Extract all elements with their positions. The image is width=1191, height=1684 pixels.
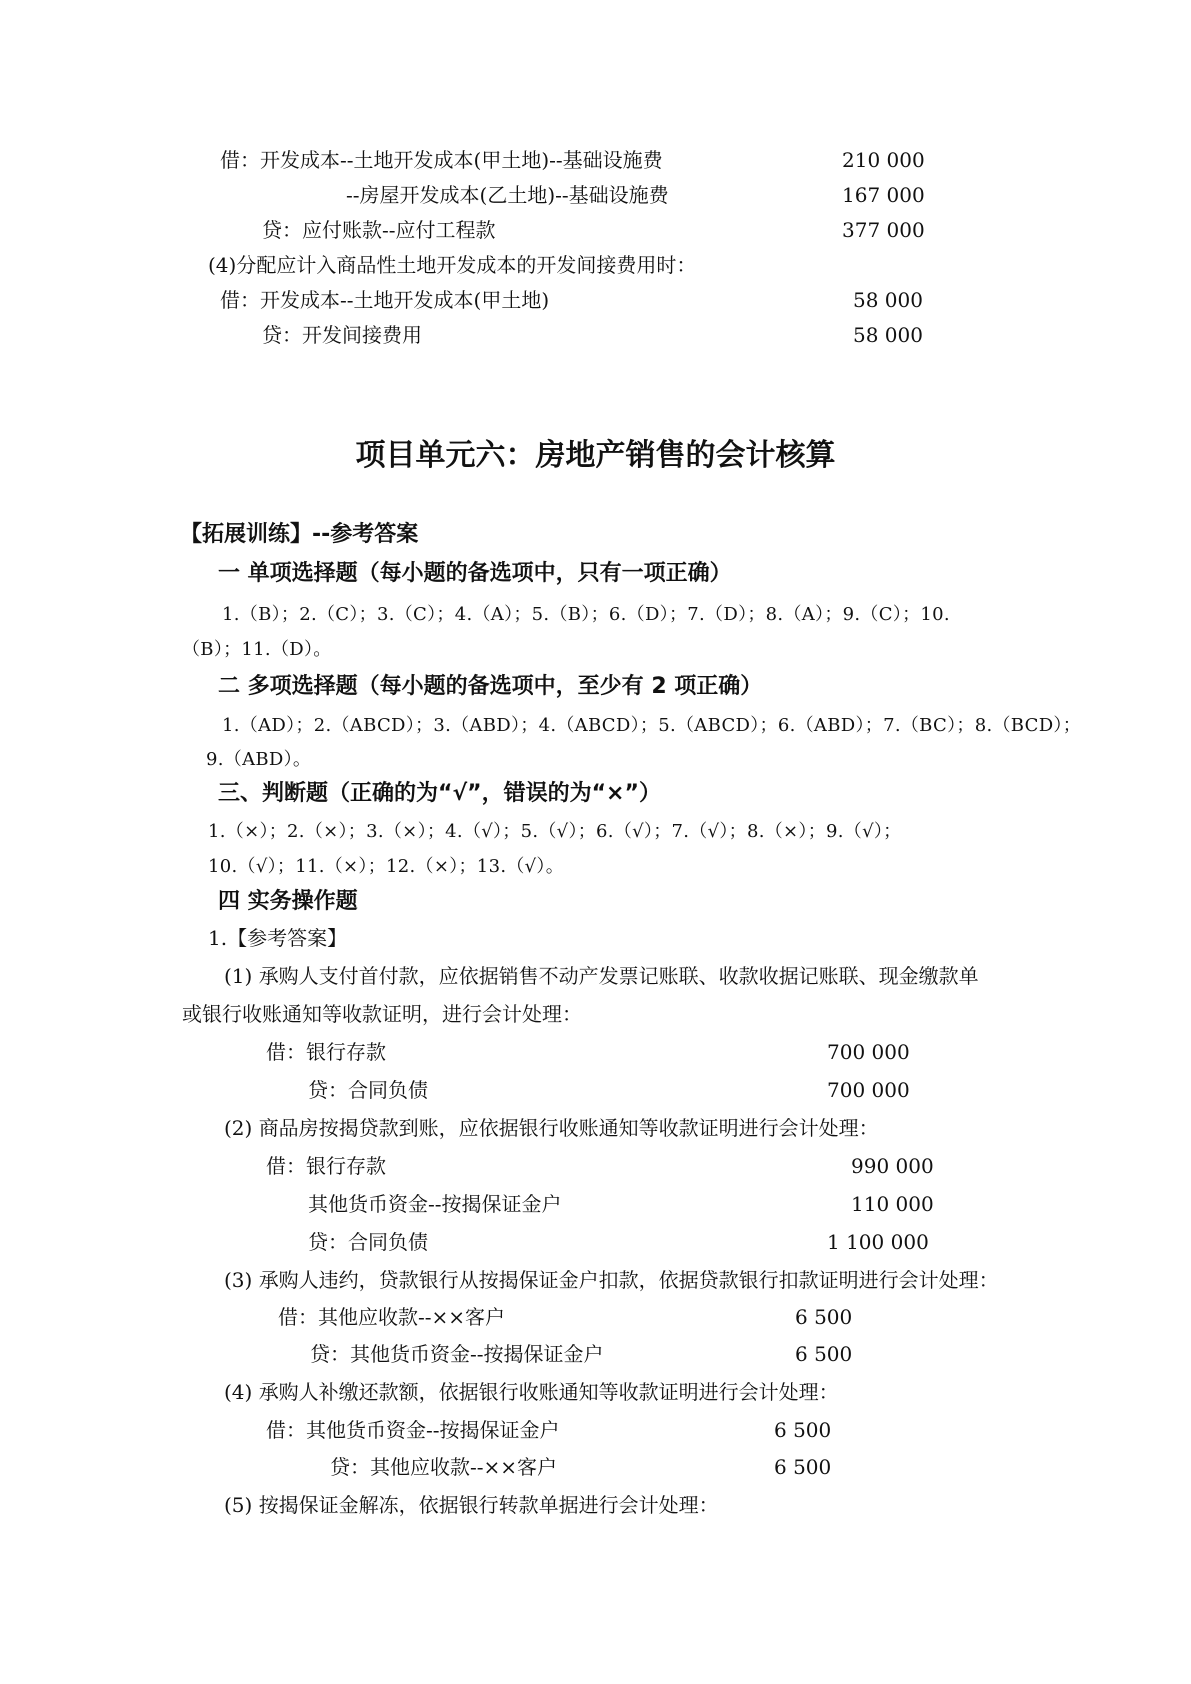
entry-debit-line: 借：开发成本--土地开发成本(甲土地)--基础设施费: [220, 148, 663, 172]
q3-answers-line2: 10.（√）；11.（×）；12.（×）；13.（√）。: [208, 856, 565, 877]
p2-text: (2) 商品房按揭贷款到账，应依据银行收账通知等收款证明进行会计处理：: [224, 1116, 879, 1140]
q2-answers-line1: 1.（AD）；2.（ABCD）；3.（ABD）；4.（ABCD）；5.（ABCD）；6.（ABD）；7.（BC）；8.（BCD）；: [222, 715, 1082, 736]
p3-text: (3) 承购人违约，贷款银行从按揭保证金户扣款，依据贷款银行扣款证明进行会计处理：: [224, 1268, 999, 1292]
q4-title: 四 实务操作题: [218, 889, 358, 914]
p2-credit-amount: 1 100 000: [827, 1230, 929, 1254]
section-heading: 【拓展训练】--参考答案: [180, 522, 419, 547]
q1-answers-line2: （B）；11.（D）。: [182, 639, 332, 660]
p4-text: (4) 承购人补缴还款额，依据银行收账通知等收款证明进行会计处理：: [224, 1380, 839, 1404]
p1-debit-line: 借：银行存款: [266, 1040, 386, 1064]
p5-text: (5) 按揭保证金解冻，依据银行转款单据进行会计处理：: [224, 1493, 719, 1517]
p3-debit-amount: 6 500: [795, 1305, 853, 1329]
p2-debit-line: 借：银行存款: [266, 1154, 386, 1178]
p2-debit2-amount: 110 000: [851, 1192, 934, 1216]
p3-credit-amount: 6 500: [795, 1342, 853, 1366]
p1-credit-amount: 700 000: [827, 1078, 910, 1102]
p4-debit-line: 借：其他货币资金--按揭保证金户: [266, 1418, 560, 1442]
p2-credit-line: 贷：合同负债: [308, 1230, 428, 1254]
entry2-credit-line: 贷：开发间接费用: [262, 323, 422, 347]
p3-debit-line: 借：其他应收款--××客户: [278, 1305, 506, 1329]
p3-credit-line: 贷：其他货币资金--按揭保证金户: [310, 1342, 604, 1366]
entry-credit-line: 贷：应付账款--应付工程款: [262, 218, 496, 242]
q3-title: 三、判断题（正确的为“√”，错误的为“×”）: [218, 781, 661, 806]
p1-debit-amount: 700 000: [827, 1040, 910, 1064]
p1-text-line2: 或银行收账通知等收款证明，进行会计处理：: [182, 1002, 582, 1026]
q2-title: 二 多项选择题（每小题的备选项中，至少有 2 项正确）: [218, 674, 763, 699]
q3-answers-line1: 1.（×）；2.（×）；3.（×）；4.（√）；5.（√）；6.（√）；7.（√）；8.（×）；9.（√）；: [208, 821, 902, 842]
p4-credit-amount: 6 500: [774, 1455, 832, 1479]
entry-debit-amount: 210 000: [842, 148, 925, 172]
q2-answers-line2: 9.（ABD）。: [206, 749, 312, 770]
q1-title: 一 单项选择题（每小题的备选项中，只有一项正确）: [218, 561, 732, 586]
page-title: 项目单元六：房地产销售的会计核算: [355, 438, 836, 473]
p4-credit-line: 贷：其他应收款--××客户: [330, 1455, 558, 1479]
p2-debit-amount: 990 000: [851, 1154, 934, 1178]
entry2-credit-amount: 58 000: [853, 323, 923, 347]
p1-credit-line: 贷：合同负债: [308, 1078, 428, 1102]
entry-credit-amount: 377 000: [842, 218, 925, 242]
p1-text-line1: (1) 承购人支付首付款，应依据销售不动产发票记账联、收款收据记账联、现金缴款单: [224, 964, 979, 988]
q1-answers-line1: 1.（B）；2.（C）；3.（C）；4.（A）；5.（B）；6.（D）；7.（D）；8.（A）；9.（C）；10.: [222, 604, 950, 625]
p4-debit-amount: 6 500: [774, 1418, 832, 1442]
entry2-debit-amount: 58 000: [853, 288, 923, 312]
entry-debit-line-2: --房屋开发成本(乙土地)--基础设施费: [346, 183, 669, 207]
p2-debit2-line: 其他货币资金--按揭保证金户: [308, 1192, 562, 1216]
entry2-debit-line: 借：开发成本--土地开发成本(甲土地): [220, 288, 550, 312]
entry-debit-amount-2: 167 000: [842, 183, 925, 207]
step-4-text: (4)分配应计入商品性土地开发成本的开发间接费用时：: [208, 253, 697, 277]
q4-subtitle: 1.【参考答案】: [208, 926, 348, 950]
